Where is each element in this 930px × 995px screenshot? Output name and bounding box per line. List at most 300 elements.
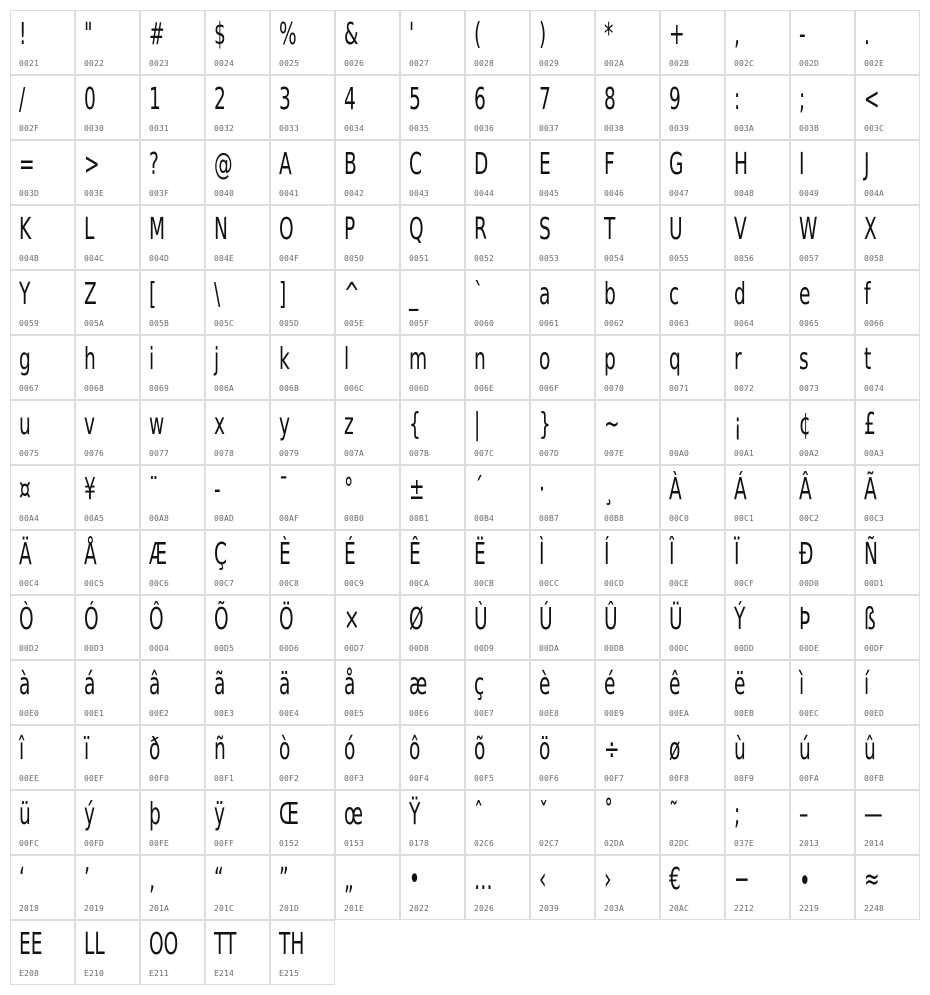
glyph-character: Í	[604, 537, 610, 572]
glyph-character: ´	[474, 472, 484, 507]
glyph-codepoint: 00CB	[474, 579, 495, 588]
glyph-character: O	[279, 212, 294, 247]
glyph-character: ˆ	[474, 797, 484, 832]
glyph-character: ï	[84, 732, 90, 767]
glyph-character: à	[19, 667, 31, 702]
glyph-codepoint: 00FA	[799, 774, 820, 783]
glyph-codepoint: 005B	[149, 319, 170, 328]
glyph-codepoint: 004C	[84, 254, 105, 263]
glyph-character: j	[214, 342, 220, 377]
glyph-codepoint: 0052	[474, 254, 495, 263]
glyph-codepoint: 0064	[734, 319, 755, 328]
glyph-codepoint: 00D1	[864, 579, 885, 588]
glyph-codepoint: 0034	[344, 124, 365, 133]
glyph-codepoint: 201E	[344, 904, 365, 913]
glyph-cell	[205, 725, 270, 790]
glyph-character: OO	[149, 927, 179, 962]
glyph-cell	[530, 335, 595, 400]
glyph-cell	[855, 400, 920, 465]
glyph-cell	[400, 335, 465, 400]
glyph-character: ^	[344, 277, 360, 312]
glyph-character: Ý	[734, 602, 746, 637]
glyph-codepoint: 203A	[604, 904, 625, 913]
glyph-codepoint: 003B	[799, 124, 820, 133]
glyph-cell	[530, 270, 595, 335]
glyph-codepoint: 0032	[214, 124, 235, 133]
glyph-character: È	[279, 537, 291, 572]
glyph-character: –	[799, 797, 809, 832]
glyph-codepoint: 00F8	[669, 774, 690, 783]
glyph-cell	[660, 270, 725, 335]
glyph-character: J	[864, 147, 870, 182]
glyph-cell	[335, 140, 400, 205]
glyph-cell	[75, 335, 140, 400]
glyph-codepoint: 0044	[474, 189, 495, 198]
glyph-character: Ã	[864, 472, 877, 507]
glyph-character: ”	[279, 862, 289, 897]
glyph-character: ÷	[604, 732, 620, 767]
glyph-codepoint: 002D	[799, 59, 820, 68]
glyph-character: ù	[734, 732, 746, 767]
glyph-cell	[725, 855, 790, 920]
glyph-cell	[725, 10, 790, 75]
glyph-character: &	[344, 17, 359, 52]
glyph-cell	[205, 920, 270, 985]
glyph-cell	[725, 725, 790, 790]
glyph-cell	[400, 400, 465, 465]
glyph-character: Ï	[734, 537, 740, 572]
glyph-character: X	[864, 212, 877, 247]
glyph-cell	[270, 465, 335, 530]
glyph-codepoint: 0071	[669, 384, 690, 393]
glyph-cell	[725, 595, 790, 660]
glyph-cell	[465, 790, 530, 855]
glyph-character: Ä	[19, 537, 32, 572]
glyph-character: F	[604, 147, 615, 182]
glyph-character: EE	[19, 927, 43, 962]
glyph-codepoint: 2026	[474, 904, 495, 913]
glyph-cell	[10, 530, 75, 595]
glyph-character: Ë	[474, 537, 486, 572]
glyph-codepoint: E214	[214, 969, 235, 978]
glyph-codepoint: 2019	[84, 904, 105, 913]
glyph-cell	[855, 140, 920, 205]
glyph-cell	[205, 465, 270, 530]
glyph-character: Å	[84, 537, 97, 572]
glyph-codepoint: 00A1	[734, 449, 755, 458]
glyph-character: _	[409, 277, 419, 312]
glyph-codepoint: 00EE	[19, 774, 40, 783]
glyph-character: ç	[474, 667, 485, 702]
glyph-codepoint: 2212	[734, 904, 755, 913]
glyph-cell	[140, 725, 205, 790]
glyph-codepoint: 2014	[864, 839, 885, 848]
glyph-codepoint: 003A	[734, 124, 755, 133]
glyph-character: |	[474, 407, 481, 442]
glyph-codepoint: 20AC	[669, 904, 690, 913]
glyph-cell	[530, 595, 595, 660]
glyph-cell	[855, 530, 920, 595]
glyph-codepoint: 0023	[149, 59, 170, 68]
glyph-character: Ô	[149, 602, 164, 637]
glyph-character: Õ	[214, 602, 229, 637]
glyph-codepoint: 00AF	[279, 514, 300, 523]
glyph-cell	[400, 530, 465, 595]
glyph-character: 3	[279, 82, 291, 117]
glyph-cell	[75, 790, 140, 855]
glyph-character: G	[669, 147, 684, 182]
glyph-codepoint: 201D	[279, 904, 300, 913]
glyph-cell	[10, 920, 75, 985]
glyph-codepoint: 00FE	[149, 839, 170, 848]
glyph-codepoint: 0045	[539, 189, 560, 198]
glyph-codepoint: 00F3	[344, 774, 365, 783]
glyph-cell	[855, 855, 920, 920]
glyph-codepoint: 0049	[799, 189, 820, 198]
glyph-codepoint: 006C	[344, 384, 365, 393]
glyph-cell	[335, 75, 400, 140]
glyph-character: (	[474, 17, 482, 52]
glyph-character: å	[344, 667, 356, 702]
glyph-character: Ç	[214, 537, 227, 572]
glyph-cell	[530, 725, 595, 790]
glyph-character: 1	[149, 82, 161, 117]
glyph-codepoint: 00F7	[604, 774, 625, 783]
glyph-character: e	[799, 277, 811, 312]
glyph-cell	[10, 400, 75, 465]
glyph-character: h	[84, 342, 96, 377]
glyph-codepoint: 002F	[19, 124, 40, 133]
glyph-codepoint: 004F	[279, 254, 300, 263]
glyph-codepoint: 00E7	[474, 709, 495, 718]
glyph-codepoint: 0033	[279, 124, 300, 133]
glyph-character: ·	[539, 472, 545, 507]
glyph-character: Ó	[84, 602, 99, 637]
glyph-codepoint: 0043	[409, 189, 430, 198]
glyph-codepoint: 007A	[344, 449, 365, 458]
glyph-character: L	[84, 212, 95, 247]
glyph-codepoint: 201C	[214, 904, 235, 913]
glyph-cell	[855, 465, 920, 530]
glyph-codepoint: 00A4	[19, 514, 40, 523]
glyph-character: K	[19, 212, 32, 247]
glyph-character: À	[669, 472, 682, 507]
glyph-cell	[140, 790, 205, 855]
glyph-character: Y	[19, 277, 31, 312]
glyph-character: ø	[669, 732, 681, 767]
glyph-cell	[790, 205, 855, 270]
glyph-cell	[75, 725, 140, 790]
glyph-cell	[660, 400, 725, 465]
glyph-codepoint: 0072	[734, 384, 755, 393]
glyph-character: -	[799, 17, 806, 52]
glyph-character: "	[84, 17, 93, 52]
glyph-codepoint: 2248	[864, 904, 885, 913]
glyph-character: æ	[409, 667, 428, 702]
glyph-cell	[725, 205, 790, 270]
glyph-codepoint: 201A	[149, 904, 170, 913]
glyph-cell	[270, 140, 335, 205]
glyph-cell	[465, 75, 530, 140]
glyph-cell	[205, 530, 270, 595]
glyph-codepoint: 00ED	[864, 709, 885, 718]
glyph-character: r	[734, 342, 742, 377]
glyph-codepoint: 00E5	[344, 709, 365, 718]
glyph-codepoint: 0022	[84, 59, 105, 68]
glyph-codepoint: 006A	[214, 384, 235, 393]
glyph-cell	[335, 335, 400, 400]
glyph-cell	[75, 660, 140, 725]
glyph-codepoint: 005F	[409, 319, 430, 328]
glyph-grid	[10, 10, 920, 985]
glyph-codepoint: 005D	[279, 319, 300, 328]
glyph-cell	[595, 10, 660, 75]
glyph-cell	[725, 530, 790, 595]
glyph-cell	[530, 790, 595, 855]
glyph-codepoint: 0058	[864, 254, 885, 263]
glyph-cell	[75, 920, 140, 985]
glyph-cell	[205, 75, 270, 140]
glyph-character: ˇ	[539, 797, 549, 832]
glyph-cell	[400, 465, 465, 530]
glyph-cell	[75, 205, 140, 270]
glyph-character: 9	[669, 82, 681, 117]
glyph-codepoint: 00E2	[149, 709, 170, 718]
glyph-cell	[855, 205, 920, 270]
glyph-codepoint: 0065	[799, 319, 820, 328]
glyph-codepoint: 00C1	[734, 514, 755, 523]
glyph-codepoint: 006D	[409, 384, 430, 393]
glyph-codepoint: 007C	[474, 449, 495, 458]
glyph-cell	[855, 10, 920, 75]
glyph-character: ˜	[669, 797, 679, 832]
glyph-character: “	[214, 862, 224, 897]
glyph-cell	[400, 595, 465, 660]
glyph-character: ±	[409, 472, 425, 507]
glyph-cell	[660, 75, 725, 140]
glyph-codepoint: 003C	[864, 124, 885, 133]
glyph-codepoint: 00CE	[669, 579, 690, 588]
glyph-codepoint: E211	[149, 969, 170, 978]
glyph-character: /	[19, 82, 26, 117]
glyph-codepoint: 00F4	[409, 774, 430, 783]
glyph-character: ð	[149, 732, 161, 767]
glyph-cell	[140, 920, 205, 985]
glyph-character: Ú	[539, 602, 553, 637]
glyph-character: w	[149, 407, 165, 442]
glyph-codepoint: 0030	[84, 124, 105, 133]
glyph-cell	[530, 465, 595, 530]
glyph-cell	[75, 75, 140, 140]
glyph-codepoint: 0027	[409, 59, 430, 68]
glyph-cell	[790, 335, 855, 400]
glyph-cell	[400, 10, 465, 75]
glyph-cell	[10, 725, 75, 790]
glyph-cell	[140, 855, 205, 920]
glyph-codepoint: 00D9	[474, 644, 495, 653]
glyph-character: Æ	[149, 537, 168, 572]
glyph-character: Ê	[409, 537, 421, 572]
glyph-codepoint: 00F2	[279, 774, 300, 783]
glyph-character: ñ	[214, 732, 226, 767]
glyph-character: s	[799, 342, 809, 377]
glyph-cell	[725, 400, 790, 465]
glyph-cell	[75, 530, 140, 595]
glyph-character: 7	[539, 82, 551, 117]
glyph-cell	[335, 465, 400, 530]
glyph-cell	[530, 140, 595, 205]
glyph-character: ¸	[604, 472, 614, 507]
glyph-codepoint: 00C0	[669, 514, 690, 523]
glyph-codepoint: 00D7	[344, 644, 365, 653]
glyph-cell	[75, 140, 140, 205]
glyph-character: −	[734, 862, 750, 897]
glyph-cell	[140, 75, 205, 140]
glyph-cell	[10, 10, 75, 75]
glyph-cell	[270, 855, 335, 920]
glyph-cell	[75, 855, 140, 920]
glyph-cell	[595, 790, 660, 855]
glyph-codepoint: 00CC	[539, 579, 560, 588]
glyph-codepoint: 00EA	[669, 709, 690, 718]
glyph-codepoint: 02C6	[474, 839, 495, 848]
glyph-codepoint: 007D	[539, 449, 560, 458]
glyph-character: Ì	[539, 537, 545, 572]
glyph-cell	[465, 660, 530, 725]
glyph-character: é	[604, 667, 616, 702]
glyph-character: )	[539, 17, 547, 52]
glyph-cell	[465, 140, 530, 205]
glyph-cell	[270, 75, 335, 140]
glyph-character: ≈	[864, 862, 880, 897]
glyph-cell	[855, 725, 920, 790]
glyph-codepoint: 00EC	[799, 709, 820, 718]
glyph-character: ×	[344, 602, 360, 637]
glyph-character: o	[539, 342, 551, 377]
glyph-cell	[465, 205, 530, 270]
glyph-cell	[140, 140, 205, 205]
glyph-cell	[75, 400, 140, 465]
glyph-character: 8	[604, 82, 616, 117]
glyph-codepoint: 004A	[864, 189, 885, 198]
glyph-cell	[790, 790, 855, 855]
glyph-codepoint: 0068	[84, 384, 105, 393]
glyph-cell	[335, 790, 400, 855]
glyph-character: °	[344, 472, 354, 507]
glyph-character: ’	[84, 862, 90, 897]
glyph-character: U	[669, 212, 683, 247]
glyph-cell	[400, 660, 465, 725]
glyph-cell	[465, 465, 530, 530]
glyph-cell	[465, 270, 530, 335]
glyph-codepoint: 037E	[734, 839, 755, 848]
glyph-codepoint: 00A8	[149, 514, 170, 523]
glyph-codepoint: 00B1	[409, 514, 430, 523]
glyph-character: LL	[84, 927, 105, 962]
glyph-cell	[75, 270, 140, 335]
glyph-codepoint: 00E0	[19, 709, 40, 718]
glyph-cell	[10, 790, 75, 855]
glyph-character: Û	[604, 602, 618, 637]
glyph-codepoint: 0069	[149, 384, 170, 393]
glyph-codepoint: 0038	[604, 124, 625, 133]
glyph-cell	[725, 660, 790, 725]
glyph-character: €	[669, 862, 681, 897]
glyph-cell	[140, 660, 205, 725]
glyph-character: Z	[84, 277, 97, 312]
glyph-cell	[205, 660, 270, 725]
glyph-codepoint: 002E	[864, 59, 885, 68]
glyph-codepoint: 00D8	[409, 644, 430, 653]
glyph-codepoint: 00EB	[734, 709, 755, 718]
glyph-character: ∙	[799, 862, 811, 897]
glyph-cell	[855, 335, 920, 400]
glyph-cell	[75, 595, 140, 660]
glyph-character: -	[214, 472, 221, 507]
glyph-codepoint: 2018	[19, 904, 40, 913]
glyph-character: Ü	[669, 602, 683, 637]
glyph-character: ]	[279, 277, 287, 312]
glyph-codepoint: 00C9	[344, 579, 365, 588]
glyph-codepoint: 003E	[84, 189, 105, 198]
glyph-codepoint: 0061	[539, 319, 560, 328]
glyph-cell	[790, 595, 855, 660]
glyph-cell	[725, 790, 790, 855]
glyph-codepoint: 0060	[474, 319, 495, 328]
glyph-codepoint: 0073	[799, 384, 820, 393]
glyph-cell	[725, 465, 790, 530]
glyph-character: p	[604, 342, 616, 377]
glyph-character: ‘	[19, 862, 25, 897]
glyph-cell	[335, 595, 400, 660]
glyph-character: ,	[734, 17, 740, 52]
glyph-codepoint: 0079	[279, 449, 300, 458]
glyph-character: ê	[669, 667, 681, 702]
glyph-character: +	[669, 17, 685, 52]
glyph-cell	[465, 335, 530, 400]
glyph-codepoint: 002A	[604, 59, 625, 68]
glyph-cell	[465, 530, 530, 595]
glyph-codepoint: 00A5	[84, 514, 105, 523]
glyph-character: Ø	[409, 602, 424, 637]
glyph-codepoint: 00C6	[149, 579, 170, 588]
glyph-cell	[270, 725, 335, 790]
glyph-character: u	[19, 407, 31, 442]
glyph-codepoint: 006B	[279, 384, 300, 393]
glyph-cell	[530, 660, 595, 725]
glyph-codepoint: 00FC	[19, 839, 40, 848]
glyph-character: v	[84, 407, 96, 442]
glyph-cell	[335, 10, 400, 75]
glyph-codepoint: 02DC	[669, 839, 690, 848]
glyph-character: 6	[474, 82, 486, 117]
glyph-cell	[205, 10, 270, 75]
glyph-character: Á	[734, 472, 747, 507]
glyph-character: g	[19, 342, 31, 377]
glyph-codepoint: 002C	[734, 59, 755, 68]
glyph-cell	[335, 855, 400, 920]
glyph-cell	[790, 140, 855, 205]
glyph-cell	[595, 335, 660, 400]
glyph-character: í	[864, 667, 870, 702]
glyph-codepoint: 00D3	[84, 644, 105, 653]
glyph-codepoint: 0059	[19, 319, 40, 328]
glyph-cell	[10, 595, 75, 660]
glyph-character: ã	[214, 667, 226, 702]
glyph-codepoint: 0057	[799, 254, 820, 263]
glyph-cell	[595, 400, 660, 465]
glyph-codepoint: 0050	[344, 254, 365, 263]
